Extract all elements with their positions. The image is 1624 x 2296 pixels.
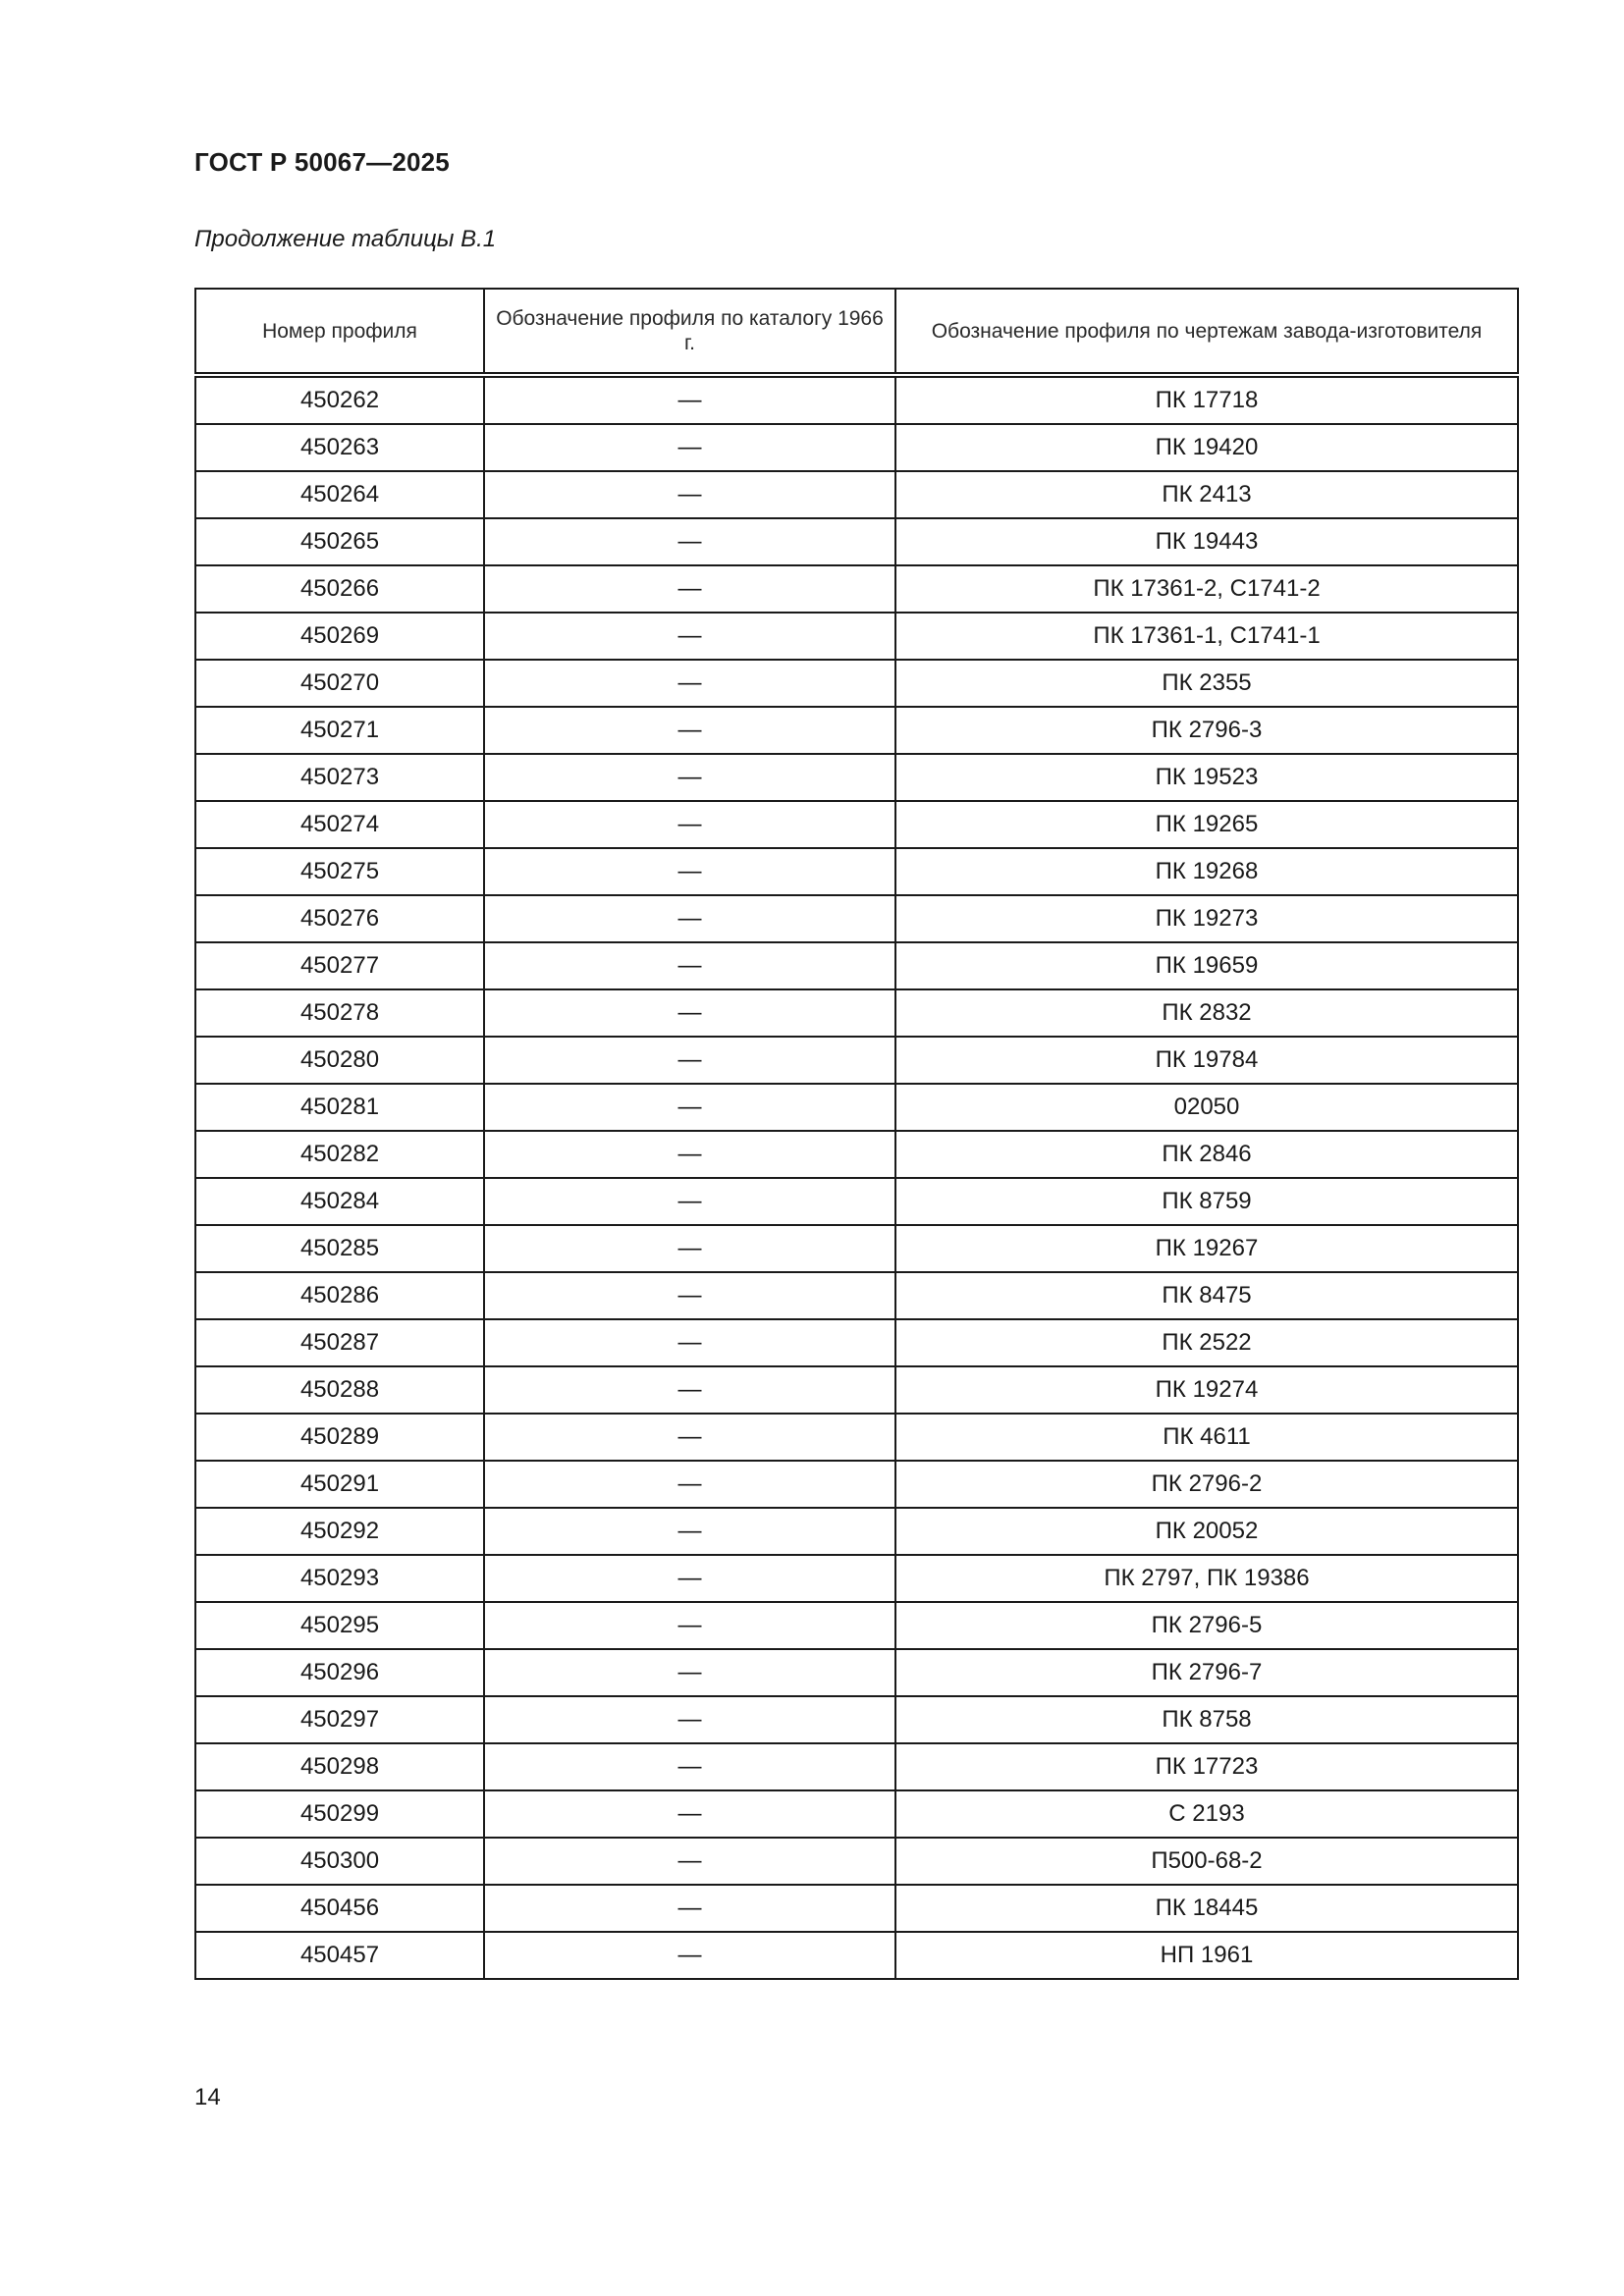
page-number: 14 <box>194 2084 221 2110</box>
table-row <box>195 801 1518 848</box>
cell-manufacturer-drawing: ПК 8475 <box>895 1272 1518 1319</box>
table-row <box>195 942 1518 989</box>
table-row <box>195 1084 1518 1131</box>
cell-manufacturer-drawing: ПК 19443 <box>895 518 1518 565</box>
cell-manufacturer-drawing: С 2193 <box>895 1790 1518 1838</box>
cell-manufacturer-drawing: ПК 2796-7 <box>895 1649 1518 1696</box>
cell-profile-number: 450262 <box>195 375 484 424</box>
table-row <box>195 1037 1518 1084</box>
cell-catalog-1966: — <box>484 1084 895 1131</box>
cell-profile-number: 450288 <box>195 1366 484 1414</box>
table-caption: Продолжение таблицы В.1 <box>194 226 497 252</box>
cell-catalog-1966: — <box>484 1131 895 1178</box>
cell-manufacturer-drawing: ПК 2522 <box>895 1319 1518 1366</box>
cell-profile-number: 450270 <box>195 660 484 707</box>
cell-profile-number: 450289 <box>195 1414 484 1461</box>
cell-catalog-1966: — <box>484 1178 895 1225</box>
table-row <box>195 1885 1518 1932</box>
cell-manufacturer-drawing: ПК 2355 <box>895 660 1518 707</box>
cell-catalog-1966: — <box>484 848 895 895</box>
table-body <box>195 375 1518 1979</box>
cell-catalog-1966: — <box>484 1649 895 1696</box>
cell-profile-number: 450282 <box>195 1131 484 1178</box>
cell-manufacturer-drawing: ПК 19420 <box>895 424 1518 471</box>
table-row <box>195 989 1518 1037</box>
table-row <box>195 848 1518 895</box>
cell-catalog-1966: — <box>484 1272 895 1319</box>
table-row <box>195 1555 1518 1602</box>
table-row <box>195 518 1518 565</box>
cell-catalog-1966: — <box>484 1037 895 1084</box>
table-row <box>195 1178 1518 1225</box>
cell-manufacturer-drawing: ПК 19267 <box>895 1225 1518 1272</box>
cell-profile-number: 450287 <box>195 1319 484 1366</box>
cell-profile-number: 450271 <box>195 707 484 754</box>
cell-profile-number: 450298 <box>195 1743 484 1790</box>
cell-profile-number: 450285 <box>195 1225 484 1272</box>
table-row <box>195 1790 1518 1838</box>
cell-profile-number: 450278 <box>195 989 484 1037</box>
document-title: ГОСТ Р 50067—2025 <box>194 147 450 177</box>
table-row <box>195 1319 1518 1366</box>
cell-catalog-1966: — <box>484 613 895 660</box>
column-header-manufacturer-drawing: Обозначение профиля по чертежам завода-изготовителя <box>895 289 1518 375</box>
table-row <box>195 1696 1518 1743</box>
cell-profile-number: 450295 <box>195 1602 484 1649</box>
cell-manufacturer-drawing: ПК 2413 <box>895 471 1518 518</box>
cell-catalog-1966: — <box>484 1885 895 1932</box>
table-row <box>195 1366 1518 1414</box>
table-row <box>195 1602 1518 1649</box>
cell-manufacturer-drawing: НП 1961 <box>895 1932 1518 1979</box>
cell-manufacturer-drawing: ПК 17718 <box>895 375 1518 424</box>
cell-catalog-1966: — <box>484 1743 895 1790</box>
cell-catalog-1966: — <box>484 1508 895 1555</box>
cell-manufacturer-drawing: ПК 2797, ПК 19386 <box>895 1555 1518 1602</box>
column-header-catalog-1966: Обозначение профиля по каталогу 1966 г. <box>484 289 895 375</box>
cell-profile-number: 450273 <box>195 754 484 801</box>
table-row <box>195 613 1518 660</box>
cell-catalog-1966: — <box>484 1461 895 1508</box>
table-row <box>195 1649 1518 1696</box>
cell-manufacturer-drawing: ПК 2796-5 <box>895 1602 1518 1649</box>
cell-profile-number: 450297 <box>195 1696 484 1743</box>
table-row <box>195 565 1518 613</box>
column-header-profile-number: Номер профиля <box>195 289 484 375</box>
cell-profile-number: 450291 <box>195 1461 484 1508</box>
cell-catalog-1966: — <box>484 1838 895 1885</box>
cell-catalog-1966: — <box>484 1225 895 1272</box>
cell-manufacturer-drawing: ПК 19659 <box>895 942 1518 989</box>
cell-manufacturer-drawing: ПК 19784 <box>895 1037 1518 1084</box>
cell-catalog-1966: — <box>484 1319 895 1366</box>
cell-profile-number: 450293 <box>195 1555 484 1602</box>
table-row <box>195 1414 1518 1461</box>
cell-catalog-1966: — <box>484 1555 895 1602</box>
cell-profile-number: 450299 <box>195 1790 484 1838</box>
cell-manufacturer-drawing: ПК 2796-3 <box>895 707 1518 754</box>
cell-profile-number: 450284 <box>195 1178 484 1225</box>
cell-profile-number: 450296 <box>195 1649 484 1696</box>
cell-profile-number: 450264 <box>195 471 484 518</box>
cell-manufacturer-drawing: ПК 8758 <box>895 1696 1518 1743</box>
cell-catalog-1966: — <box>484 707 895 754</box>
cell-profile-number: 450292 <box>195 1508 484 1555</box>
cell-catalog-1966: — <box>484 518 895 565</box>
cell-profile-number: 450265 <box>195 518 484 565</box>
cell-manufacturer-drawing: П500-68-2 <box>895 1838 1518 1885</box>
table-row <box>195 1225 1518 1272</box>
cell-profile-number: 450266 <box>195 565 484 613</box>
cell-manufacturer-drawing: ПК 2796-2 <box>895 1461 1518 1508</box>
cell-manufacturer-drawing: ПК 20052 <box>895 1508 1518 1555</box>
cell-catalog-1966: — <box>484 989 895 1037</box>
cell-profile-number: 450263 <box>195 424 484 471</box>
cell-profile-number: 450280 <box>195 1037 484 1084</box>
cell-catalog-1966: — <box>484 942 895 989</box>
cell-manufacturer-drawing: ПК 19523 <box>895 754 1518 801</box>
cell-profile-number: 450277 <box>195 942 484 989</box>
cell-catalog-1966: — <box>484 1414 895 1461</box>
cell-catalog-1966: — <box>484 424 895 471</box>
cell-catalog-1966: — <box>484 1602 895 1649</box>
table-row <box>195 1743 1518 1790</box>
cell-catalog-1966: — <box>484 895 895 942</box>
cell-manufacturer-drawing: ПК 4611 <box>895 1414 1518 1461</box>
table-row <box>195 375 1518 424</box>
cell-catalog-1966: — <box>484 801 895 848</box>
table-row <box>195 1131 1518 1178</box>
cell-manufacturer-drawing: ПК 19265 <box>895 801 1518 848</box>
cell-profile-number: 450281 <box>195 1084 484 1131</box>
table-row <box>195 471 1518 518</box>
cell-manufacturer-drawing: ПК 2832 <box>895 989 1518 1037</box>
cell-manufacturer-drawing: ПК 2846 <box>895 1131 1518 1178</box>
cell-catalog-1966: — <box>484 375 895 424</box>
cell-catalog-1966: — <box>484 1696 895 1743</box>
table-row <box>195 707 1518 754</box>
table-row <box>195 895 1518 942</box>
cell-profile-number: 450274 <box>195 801 484 848</box>
table-row <box>195 754 1518 801</box>
table-row <box>195 1838 1518 1885</box>
table-row <box>195 424 1518 471</box>
cell-catalog-1966: — <box>484 471 895 518</box>
cell-profile-number: 450269 <box>195 613 484 660</box>
cell-catalog-1966: — <box>484 660 895 707</box>
table-row <box>195 1272 1518 1319</box>
cell-profile-number: 450457 <box>195 1932 484 1979</box>
cell-profile-number: 450275 <box>195 848 484 895</box>
table-row <box>195 1932 1518 1979</box>
table-header <box>195 289 1518 375</box>
cell-manufacturer-drawing: ПК 19268 <box>895 848 1518 895</box>
cell-profile-number: 450276 <box>195 895 484 942</box>
cell-manufacturer-drawing: ПК 17723 <box>895 1743 1518 1790</box>
table-row <box>195 1508 1518 1555</box>
cell-manufacturer-drawing: ПК 19273 <box>895 895 1518 942</box>
cell-catalog-1966: — <box>484 1366 895 1414</box>
cell-manufacturer-drawing: ПК 19274 <box>895 1366 1518 1414</box>
cell-profile-number: 450286 <box>195 1272 484 1319</box>
cell-manufacturer-drawing: 02050 <box>895 1084 1518 1131</box>
table-row <box>195 660 1518 707</box>
cell-profile-number: 450456 <box>195 1885 484 1932</box>
cell-manufacturer-drawing: ПК 17361-1, С1741-1 <box>895 613 1518 660</box>
cell-profile-number: 450300 <box>195 1838 484 1885</box>
cell-catalog-1966: — <box>484 754 895 801</box>
cell-catalog-1966: — <box>484 1932 895 1979</box>
cell-catalog-1966: — <box>484 565 895 613</box>
profiles-table <box>194 288 1519 1980</box>
cell-manufacturer-drawing: ПК 18445 <box>895 1885 1518 1932</box>
cell-catalog-1966: — <box>484 1790 895 1838</box>
table-header-row <box>195 289 1518 375</box>
table-row <box>195 1461 1518 1508</box>
cell-manufacturer-drawing: ПК 8759 <box>895 1178 1518 1225</box>
cell-manufacturer-drawing: ПК 17361-2, С1741-2 <box>895 565 1518 613</box>
